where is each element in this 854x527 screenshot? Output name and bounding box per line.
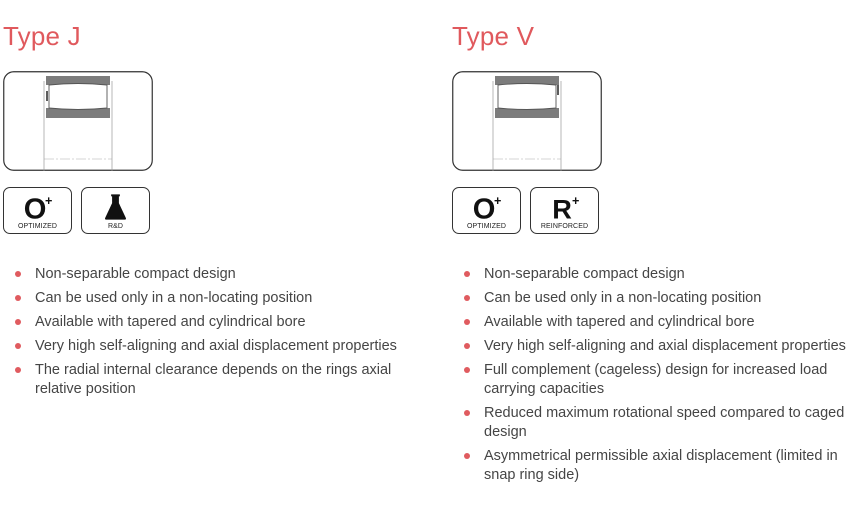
list-item: Available with tapered and cylindrical bore xyxy=(449,313,849,332)
reinforced-icon xyxy=(531,192,598,222)
badge-superscript: + xyxy=(571,194,580,209)
list-item: Full complement (cageless) design for increased load carrying capacities xyxy=(449,361,849,399)
bullet-icon xyxy=(464,271,470,277)
list-item: Very high self-aligning and axial displacement properties xyxy=(449,337,849,356)
list-item: Asymmetrical permissible axial displacement (limited in snap ring side) xyxy=(449,447,849,485)
badge-label: R&D xyxy=(107,223,124,230)
bullet-icon xyxy=(464,319,470,325)
list-item: Non-separable compact design xyxy=(449,265,849,284)
badge-symbol-text: O xyxy=(23,193,47,222)
reinforced-badge xyxy=(530,187,599,234)
list-item: Non-separable compact design xyxy=(0,265,400,284)
bullet-icon xyxy=(464,367,470,373)
type-j-badges xyxy=(3,187,163,237)
rnd-badge xyxy=(81,187,150,234)
flask-icon xyxy=(82,192,149,222)
list-item: Available with tapered and cylindrical bore xyxy=(0,313,400,332)
list-item: The radial internal clearance depends on the rings axial relative position xyxy=(0,361,400,399)
bullet-icon xyxy=(464,453,470,459)
badge-symbol-text: O xyxy=(472,193,496,222)
badge-symbol-text: R xyxy=(552,193,572,222)
type-j-title: Type J xyxy=(3,21,81,51)
badge-superscript: + xyxy=(493,194,502,209)
bullet-icon xyxy=(464,410,470,416)
list-item: Reduced maximum rotational speed compared to caged design xyxy=(449,404,849,442)
list-item: Very high self-aligning and axial displacement properties xyxy=(0,337,400,356)
bullet-icon xyxy=(15,319,21,325)
bullet-icon xyxy=(15,367,21,373)
type-v-features xyxy=(449,265,849,490)
type-v-title: Type V xyxy=(452,21,535,51)
type-j-bearing-drawing xyxy=(3,71,153,171)
badge-label: REINFORCED xyxy=(540,223,589,230)
list-item: Can be used only in a non-locating position xyxy=(0,289,400,308)
type-v-badges xyxy=(452,187,612,237)
bullet-icon xyxy=(15,271,21,277)
type-v-bearing-drawing xyxy=(452,71,602,171)
optimized-icon xyxy=(453,192,520,222)
optimized-icon xyxy=(4,192,71,222)
optimized-badge xyxy=(452,187,521,234)
type-j-features xyxy=(0,265,400,404)
badge-label: OPTIMIZED xyxy=(466,223,506,230)
bullet-icon xyxy=(464,295,470,301)
badge-superscript: + xyxy=(44,194,53,209)
badge-label: OPTIMIZED xyxy=(17,223,57,230)
list-item: Can be used only in a non-locating position xyxy=(449,289,849,308)
bullet-icon xyxy=(15,343,21,349)
bullet-icon xyxy=(15,295,21,301)
bullet-icon xyxy=(464,343,470,349)
optimized-badge xyxy=(3,187,72,234)
